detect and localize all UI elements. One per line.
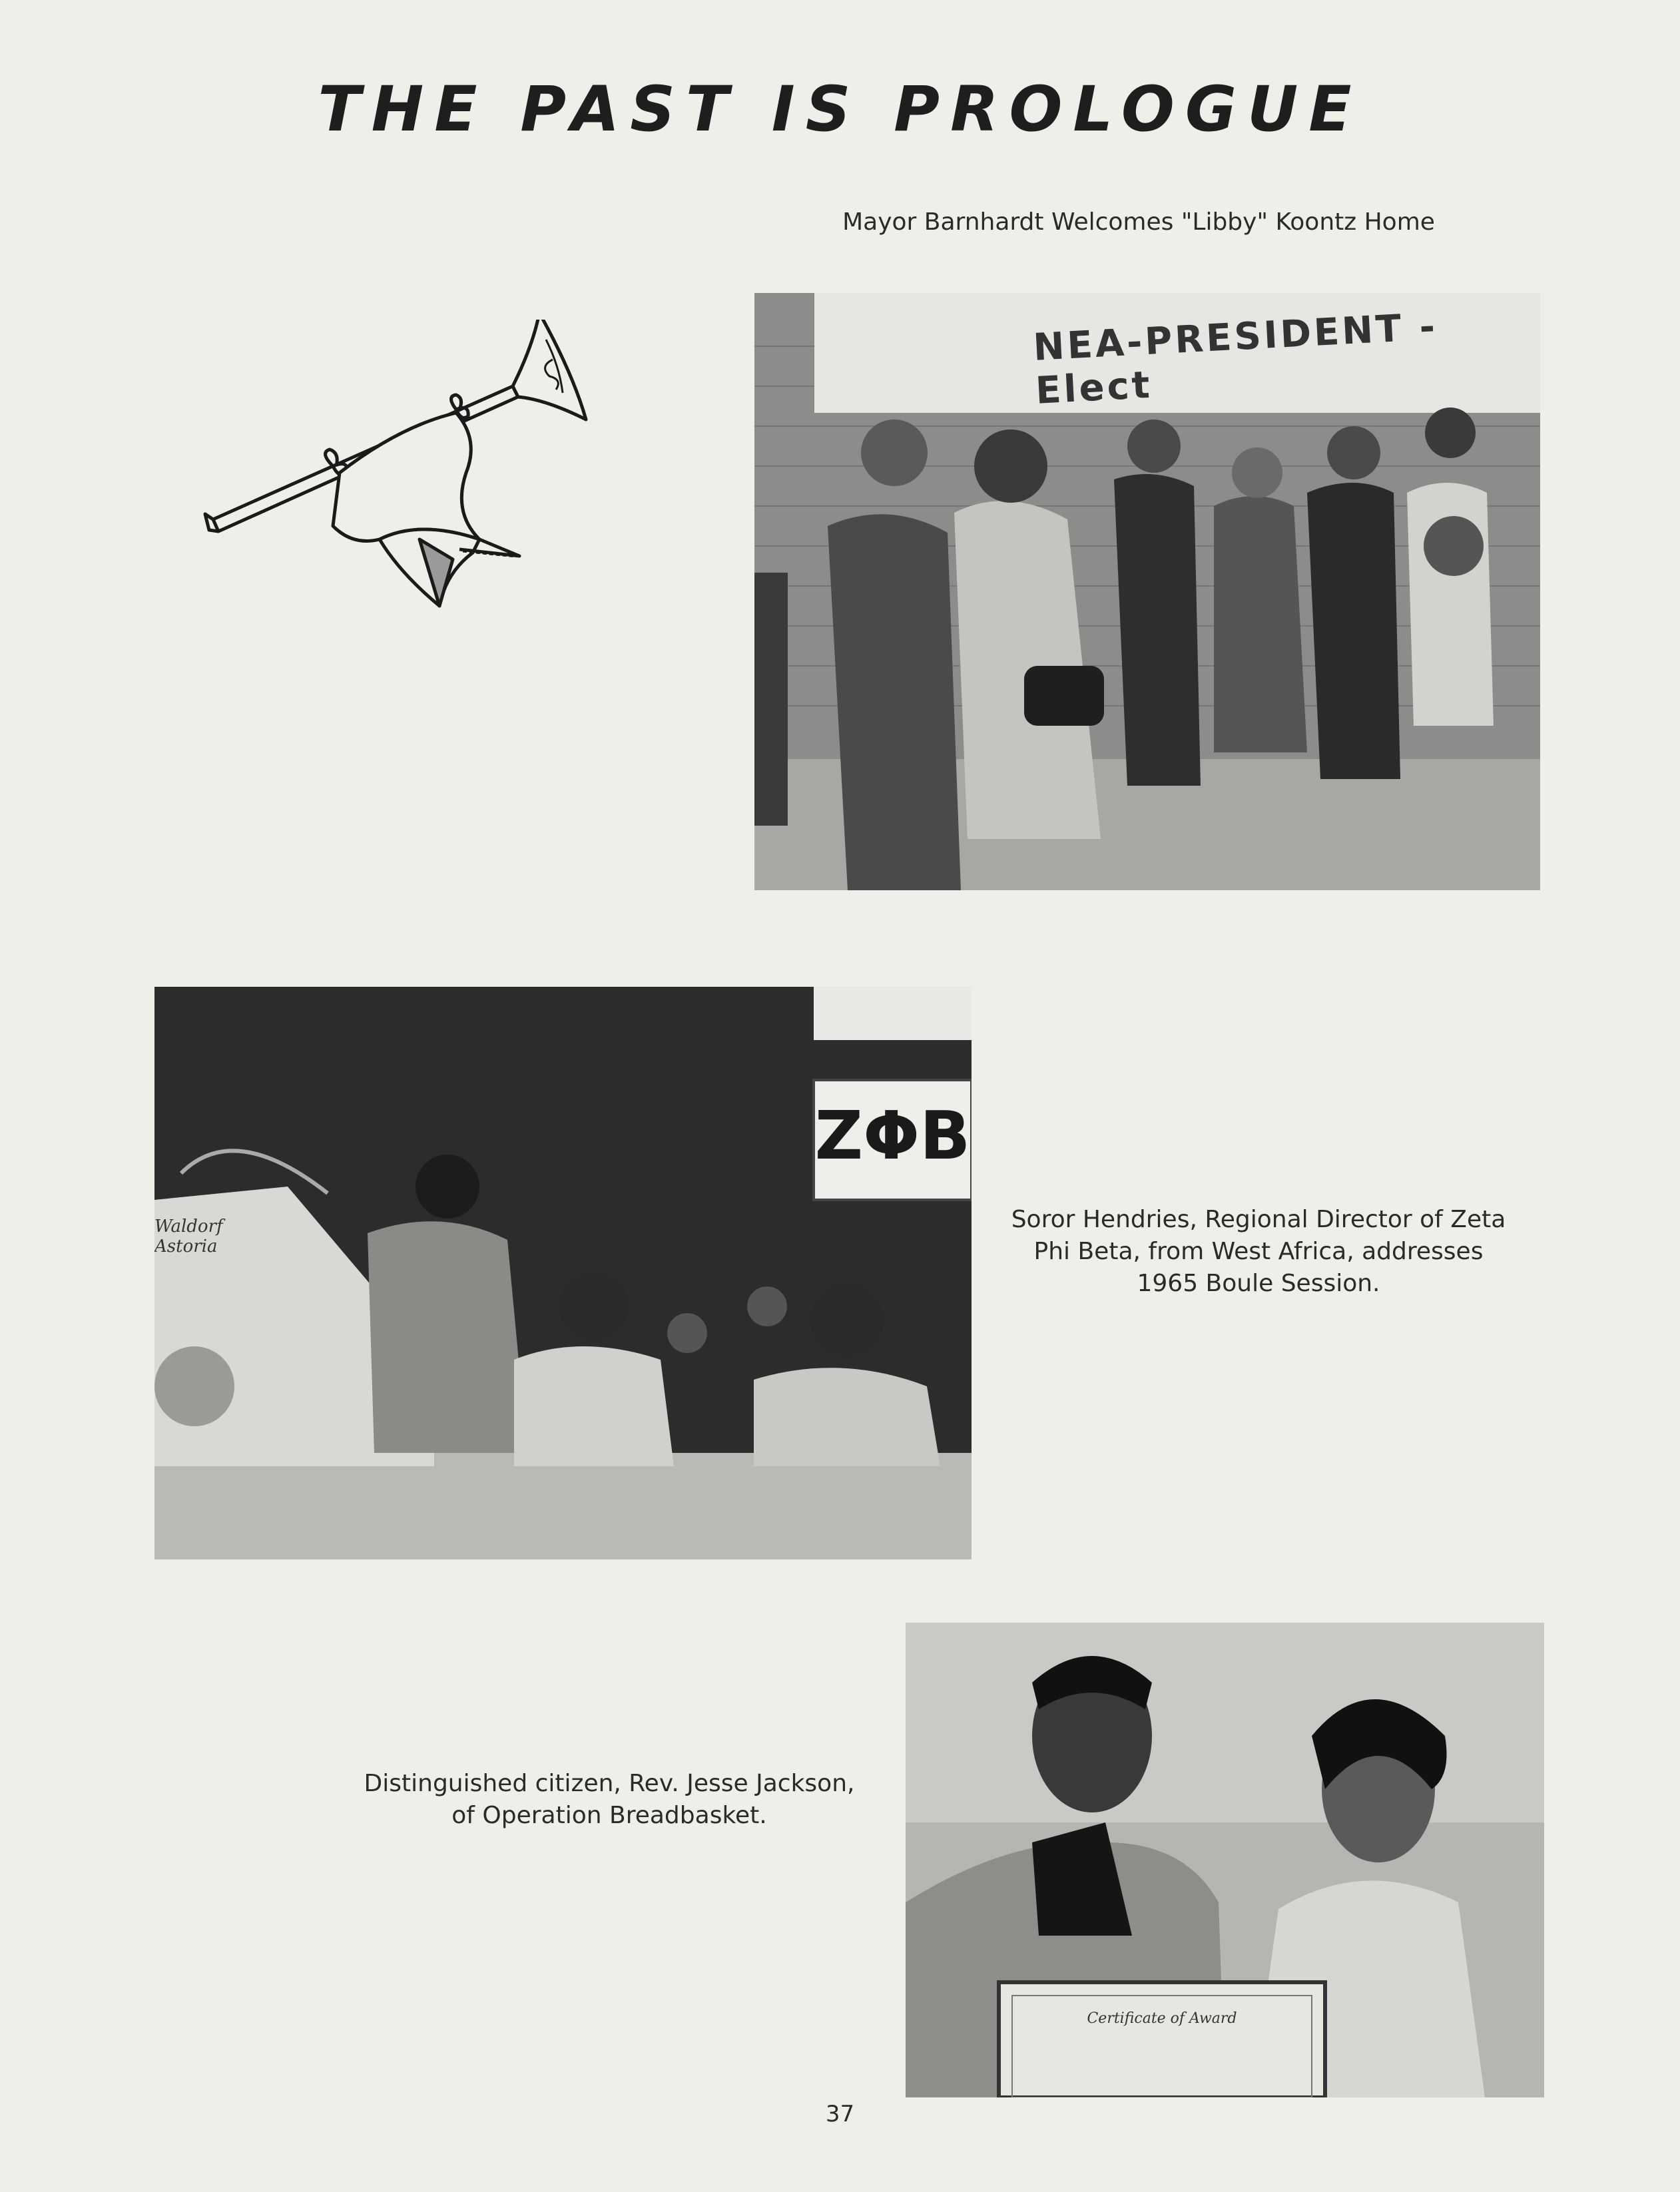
caption-line: 1965 Boule Session. <box>1137 1270 1380 1297</box>
sign-text: ZΦB <box>814 1097 971 1175</box>
page-title: THE PAST IS PROLOGUE <box>318 73 1362 146</box>
banner-text: NEA-PRESIDENT -Elect <box>1032 305 1439 413</box>
certificate-text: Certificate of Award <box>1087 2010 1237 2027</box>
caption-line: of Operation Breadbasket. <box>451 1802 767 1829</box>
trumpet-banner-icon <box>200 320 599 639</box>
photo-caption <box>313 1768 906 1832</box>
photo-mayor-welcome <box>754 293 1540 890</box>
page-number: 37 <box>825 2101 855 2127</box>
photo-jesse-jackson <box>906 1623 1544 2097</box>
caption-line: Distinguished citizen, Rev. Jesse Jackson, <box>364 1770 855 1797</box>
photo-boule-session <box>154 987 972 1559</box>
podium-text: Waldorf Astoria <box>154 1217 223 1256</box>
caption-line: Soror Hendries, Regional Director of Zeta <box>1011 1206 1506 1233</box>
caption-line: Phi Beta, from West Africa, addresses <box>1033 1238 1484 1265</box>
photo-caption: Mayor Barnhardt Welcomes "Libby" Koontz Home <box>842 208 1435 236</box>
photo-caption <box>979 1204 1538 1300</box>
